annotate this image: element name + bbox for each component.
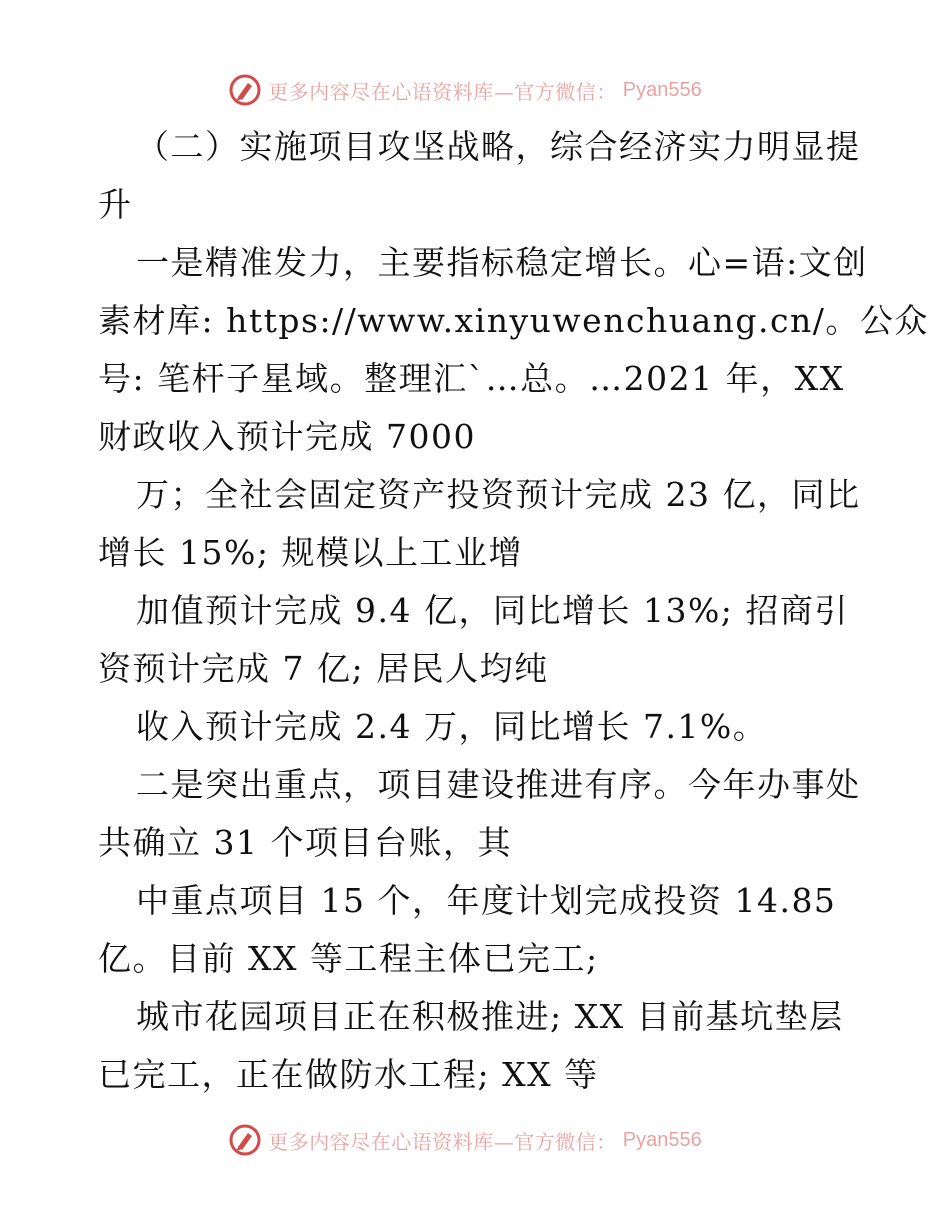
text-line: 财政收入预计完成 7000 xyxy=(98,417,476,456)
footer-watermark xyxy=(0,1120,950,1160)
pen-logo-icon xyxy=(228,1123,262,1157)
text-line: 增长 15%; 规模以上工业增 xyxy=(98,533,523,572)
text-line: 一是精准发力，主要指标稳定增长。心=语:文创 xyxy=(136,243,868,282)
text-line: 城市花园项目正在积极推进; XX 目前基坑垫层 xyxy=(136,997,844,1036)
text-line: 万；全社会固定资产投资预计完成 23 亿，同比 xyxy=(136,475,861,514)
text-line: 中重点项目 15 个，年度计划完成投资 14.85 xyxy=(136,881,837,920)
document-body xyxy=(98,118,929,1104)
text-line: 亿。目前 XX 等工程主体已完工; xyxy=(98,939,599,978)
text-line: 加值预计完成 9.4 亿，同比增长 13%; 招商引 xyxy=(136,591,849,630)
text-line: 收入预计完成 2.4 万，同比增长 7.1%。 xyxy=(136,707,768,746)
watermark-id: Pyan556 xyxy=(622,78,702,101)
section-heading: （二）实施项目攻坚战略，综合经济实力明显提 xyxy=(136,127,861,166)
text-line: 已完工，正在做防水工程; XX 等 xyxy=(98,1055,599,1094)
text-line: 资预计完成 7 亿; 居民人均纯 xyxy=(98,649,549,688)
text-line: 号: 笔杆子星域。整理汇`…总。…2021 年，XX xyxy=(98,359,845,398)
text-line: 二是突出重点，项目建设推进有序。今年办事处 xyxy=(136,765,861,804)
watermark-id: Pyan556 xyxy=(622,1128,702,1151)
text-line: 素材库: https://www.xinyuwenchuang.cn/。公众 xyxy=(98,301,929,340)
text-line: 共确立 31 个项目台账，其 xyxy=(98,823,512,862)
header-watermark xyxy=(0,70,950,110)
pen-logo-icon xyxy=(228,73,262,107)
watermark-text: 更多内容尽在心语资料库—官方微信： xyxy=(268,79,617,104)
watermark-text: 更多内容尽在心语资料库—官方微信： xyxy=(268,1129,617,1154)
text-line: 升 xyxy=(98,185,133,224)
